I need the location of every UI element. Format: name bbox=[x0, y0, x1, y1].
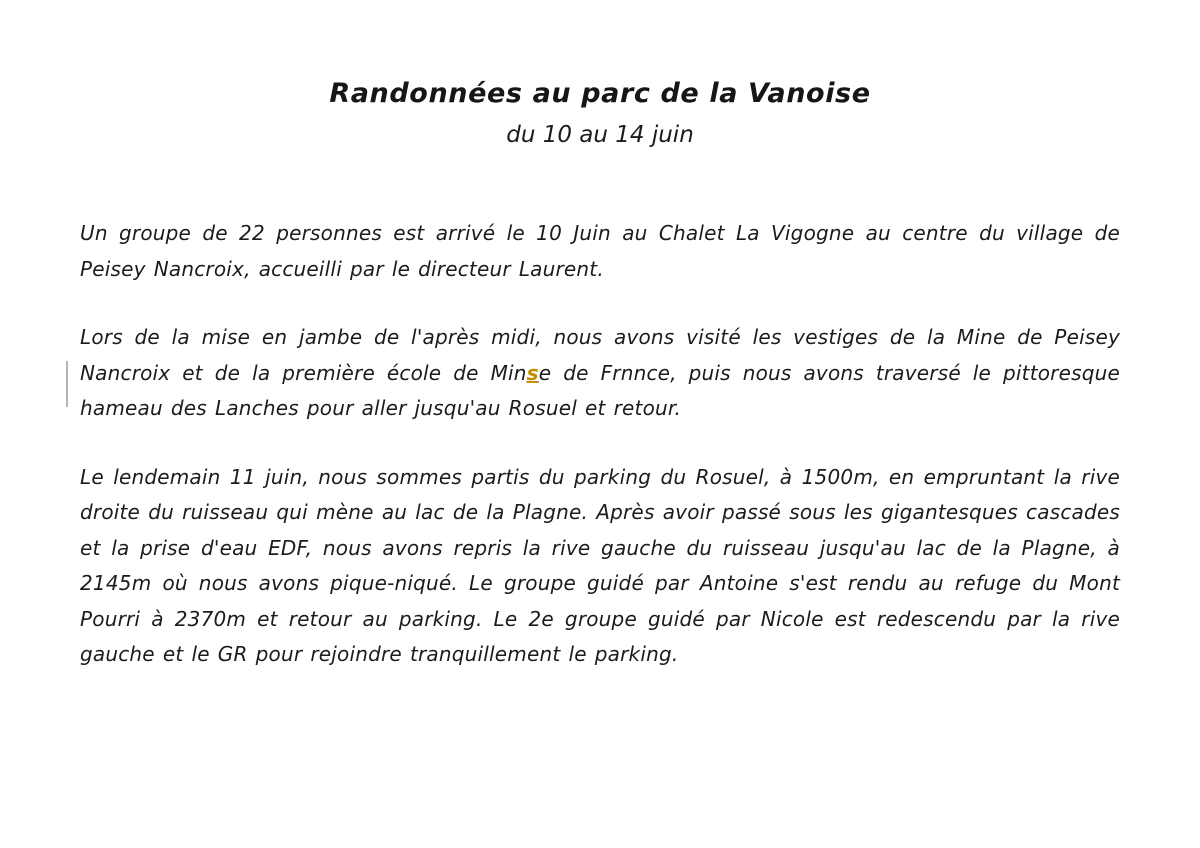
tracked-change-bar bbox=[66, 361, 68, 407]
paragraph-text-after-insertion: e de Frnnce, puis nous avons traversé le pittoresque hameau des Lanches pour aller jusqu'au Rosuel et retour. bbox=[80, 360, 1120, 420]
tracked-insertion-character: s bbox=[526, 360, 539, 385]
paragraph-text-before-insertion: Lors de la mise en jambe de l'après midi, nous avons visité les vestiges de la Mine de Peisey Nancroix et de la première école de Min bbox=[80, 325, 1120, 385]
paragraph-hike-day2[interactable]: Le lendemain 11 juin, nous sommes partis du parking du Rosuel, à 1500m, en empruntant la rive droite du ruisseau qui mène au lac de la Plagne. Après avoir passé sous les gigantesques cascades et la prise d'eau EDF, nous avons repris la rive gauche du ruisseau jusqu'au lac de la Plagne, à 2145m où nous avons pique-niqué. Le groupe guidé par Antoine s'est rendu au refuge du Mont Pourri à 2370m et retour au parking. Le 2e groupe guidé par Nicole est redescendu par la rive gauche et le GR pour rejoindre tranquillement le parking. bbox=[80, 464, 1120, 666]
document-subtitle[interactable]: du 10 au 14 juin bbox=[506, 122, 694, 148]
document-title[interactable]: Randonnées au parc de la Vanoise bbox=[329, 78, 871, 109]
document-body bbox=[80, 216, 1120, 673]
paragraph-arrival[interactable]: Un groupe de 22 personnes est arrivé le 10 Juin au Chalet La Vigogne au centre du village de Peisey Nancroix, accueilli par le directeur Laurent. bbox=[80, 221, 1120, 281]
paragraph-mise-en-jambe[interactable] bbox=[80, 320, 1120, 427]
